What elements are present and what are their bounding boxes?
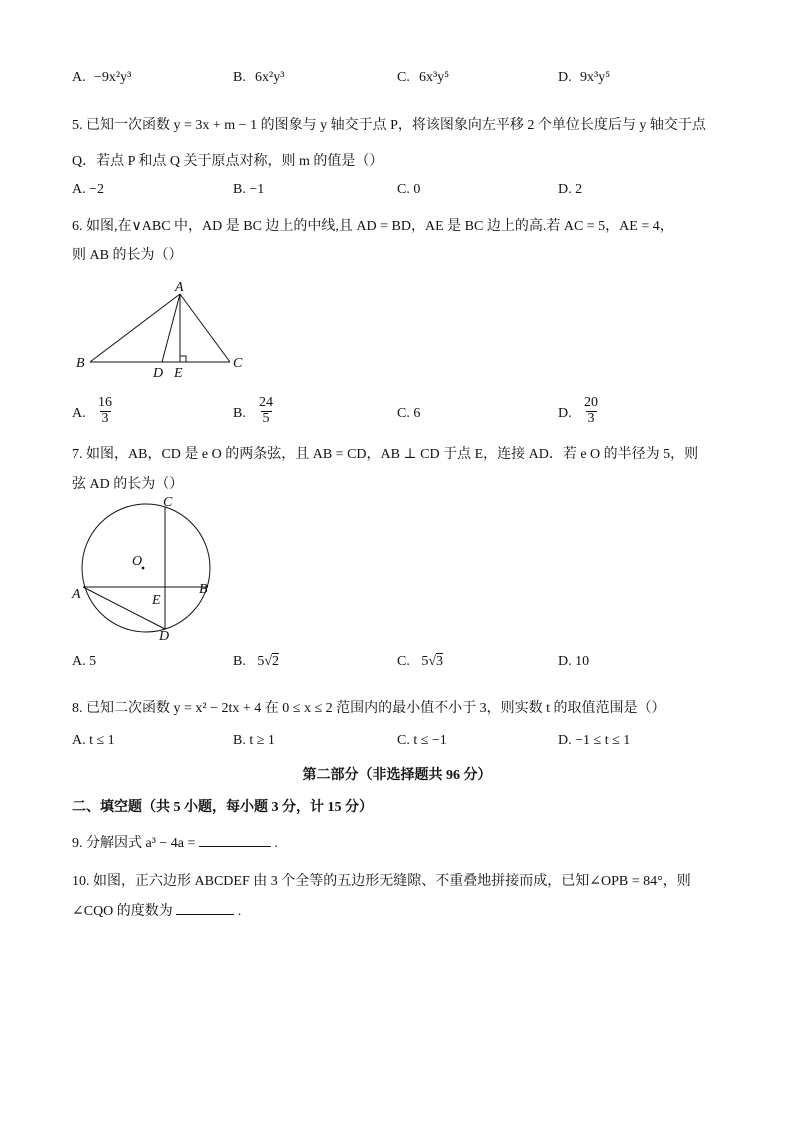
q7-label-d: D xyxy=(159,629,170,642)
q8-option-b[interactable]: B. t ≥ 1 xyxy=(233,733,275,748)
q9-stem xyxy=(72,832,278,852)
q4-option-c[interactable]: C. xyxy=(397,70,410,85)
q8-option-c[interactable]: C. t ≤ −1 xyxy=(397,733,447,748)
q8-option-a[interactable]: A. t ≤ 1 xyxy=(72,733,115,748)
q4-option-b-text: 6x²y³ xyxy=(255,70,285,85)
q7-label-c: C xyxy=(163,495,173,510)
q6-option-b-denominator: 5 xyxy=(262,410,270,426)
q6-option-a[interactable]: A. xyxy=(72,406,86,421)
q5-options xyxy=(0,182,794,204)
q6-right-angle-mark xyxy=(180,356,186,362)
q6-label-c: C xyxy=(233,356,243,371)
q7-option-c-coef: 5 xyxy=(421,654,429,669)
q7-option-b[interactable] xyxy=(233,654,279,670)
q7-option-c-radical-icon: √ xyxy=(428,654,437,669)
q8-options xyxy=(0,733,794,755)
q8-option-d[interactable]: D. −1 ≤ t ≤ 1 xyxy=(558,733,631,748)
q7-label-e: E xyxy=(152,593,161,608)
q5-stem-line2: Q．若点 P 和点 Q 关于原点对称，则 m 的值是（） xyxy=(72,154,384,169)
q7-stem-line2: 弦 AD 的长为（） xyxy=(72,477,184,492)
q5-option-a[interactable]: A. −2 xyxy=(72,182,105,197)
q4-option-a-text: −9x²y³ xyxy=(94,70,132,85)
q7-option-b-label: B. xyxy=(233,654,246,669)
q6-option-a-denominator: 3 xyxy=(101,410,109,426)
q6-option-d-denominator: 3 xyxy=(587,410,595,426)
q6-option-b[interactable]: B. xyxy=(233,406,246,421)
q6-stem-line1: 6. 如图,在∨ABC 中，AD 是 BC 边上的中线,且 AD = BD，AE 是 BC 边上的高.若 AC = 5，AE = 4， xyxy=(72,219,674,234)
q7-option-b-coef: 5 xyxy=(257,654,265,669)
q6-side-ac xyxy=(180,294,230,362)
q10-line2-suffix: . xyxy=(237,904,242,919)
q4-options xyxy=(0,70,794,92)
q6-label-b: B xyxy=(76,356,85,371)
q6-option-a-fraction xyxy=(96,396,114,426)
q4-option-c-text: 6x³y⁵ xyxy=(419,70,450,85)
q7-options xyxy=(0,654,794,676)
q5-option-b[interactable]: B. −1 xyxy=(233,182,265,197)
q7-option-a[interactable]: A. 5 xyxy=(72,654,97,669)
q7-option-c-label: C. xyxy=(397,654,410,669)
q6-triangle-figure xyxy=(70,278,250,384)
q7-option-c[interactable] xyxy=(397,654,443,670)
q9-prefix: 9. 分解因式 a³ − 4a = xyxy=(72,836,196,851)
q7-label-o: O xyxy=(132,554,143,569)
q6-option-d[interactable]: D. xyxy=(558,406,572,421)
q4-option-b[interactable]: B. xyxy=(233,70,246,85)
q6-options xyxy=(0,396,794,436)
q4-option-a[interactable]: A. xyxy=(72,70,86,85)
q10-answer-blank[interactable] xyxy=(176,900,234,915)
q10-stem-line2 xyxy=(72,900,241,920)
q9-answer-blank[interactable] xyxy=(199,832,271,847)
q5-option-d[interactable]: D. 2 xyxy=(558,182,583,197)
part2-title: 第二部分（非选择题共 96 分） xyxy=(302,768,492,783)
q7-option-b-radical-icon: √ xyxy=(264,654,273,669)
q6-option-c[interactable]: C. 6 xyxy=(397,406,421,421)
q7-option-c-radicand: 3 xyxy=(436,654,444,669)
q6-label-a: A xyxy=(175,280,184,295)
q6-label-d: D xyxy=(153,366,164,381)
q7-label-a: A xyxy=(72,587,81,602)
q5-stem-line1: 5. 已知一次函数 y = 3x + m − 1 的图象与 y 轴交于点 P，将该图象向左平移 2 个单位长度后与 y 轴交于点 xyxy=(72,118,706,133)
q6-option-d-numerator: 20 xyxy=(584,395,598,410)
q7-option-b-radicand: 2 xyxy=(272,654,280,669)
q9-suffix: . xyxy=(274,836,278,851)
q7-stem-line1: 7. 如图，AB，CD 是 e O 的两条弦，且 AB = CD，AB ⊥ CD 于点 E，连接 AD．若 e O 的半径为 5，则 xyxy=(72,447,699,462)
q6-option-b-numerator: 24 xyxy=(259,395,273,410)
q7-circle-o xyxy=(82,504,210,632)
q6-option-a-numerator: 16 xyxy=(98,395,112,410)
q7-option-d[interactable]: D. 10 xyxy=(558,654,590,669)
q6-side-ab xyxy=(90,294,180,362)
q4-option-d-text: 9x³y⁵ xyxy=(580,70,611,85)
q10-stem-line1: 10. 如图，正六边形 ABCDEF 由 3 个全等的五边形无缝隙、不重叠地拼接而成，已知∠OPB = 84°，则 xyxy=(72,874,691,889)
q7-label-b: B xyxy=(199,582,208,597)
q6-option-b-fraction xyxy=(257,396,275,426)
q10-line2-prefix: ∠CQO 的度数为 xyxy=(72,904,173,919)
q8-stem: 8. 已知二次函数 y = x² − 2tx + 4 在 0 ≤ x ≤ 2 范围内的最小值不小于 3，则实数 t 的取值范围是（） xyxy=(72,701,666,716)
q7-circle-figure xyxy=(66,494,226,642)
q5-option-c[interactable]: C. 0 xyxy=(397,182,421,197)
q4-option-d[interactable]: D. xyxy=(558,70,572,85)
q6-median-ad xyxy=(162,294,180,362)
q6-label-e: E xyxy=(174,366,183,381)
q6-option-d-fraction xyxy=(582,396,600,426)
section2-title: 二、填空题（共 5 小题，每小题 3 分，计 15 分） xyxy=(72,800,373,815)
q6-stem-line2: 则 AB 的长为（） xyxy=(72,248,183,263)
